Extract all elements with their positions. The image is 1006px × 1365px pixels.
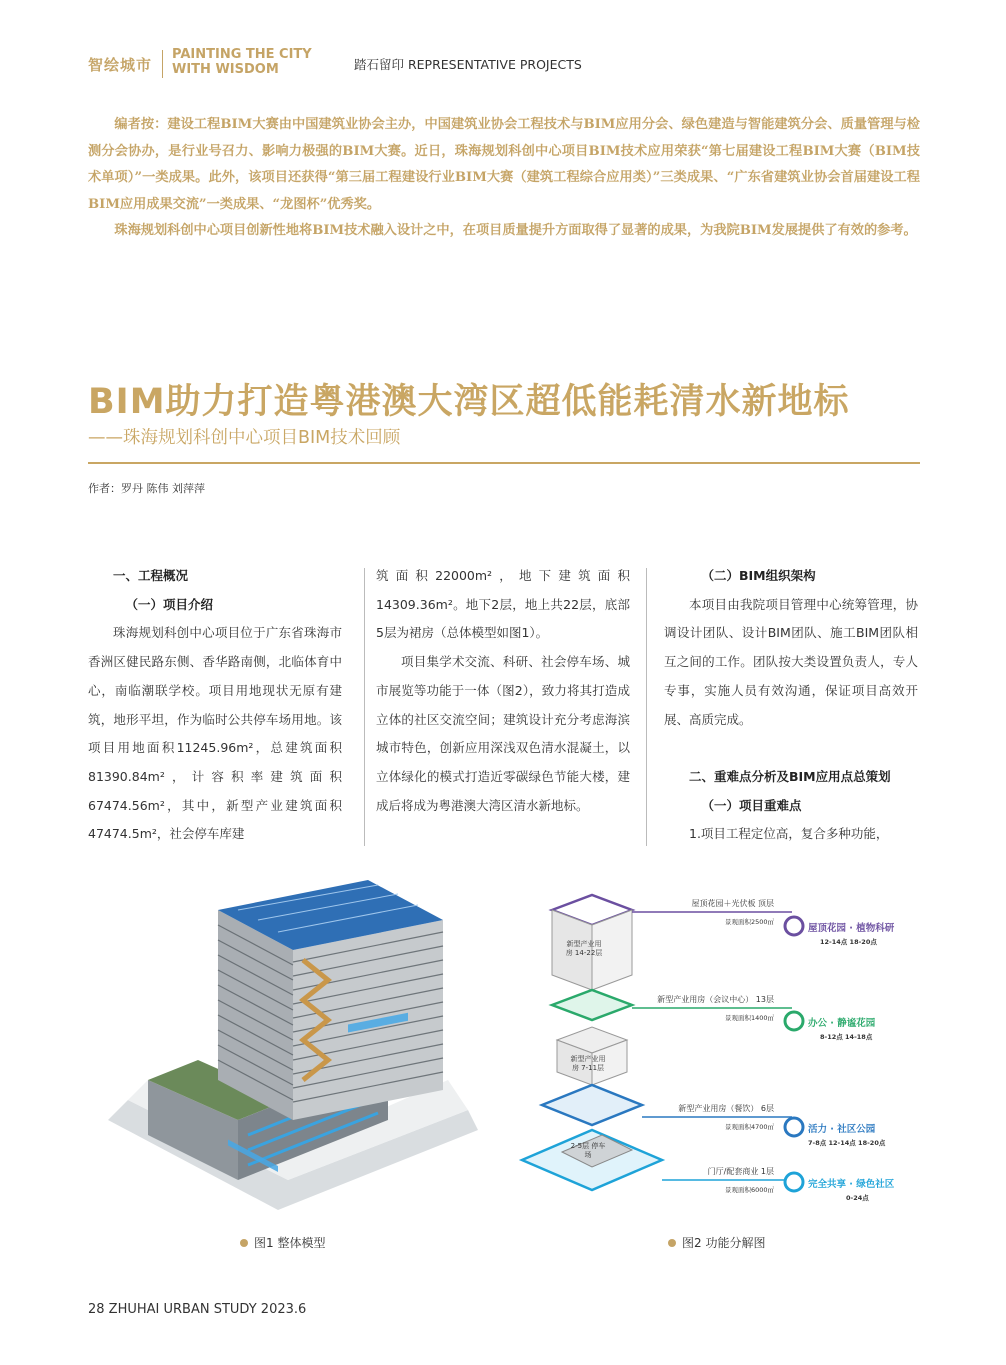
spacer <box>664 734 918 763</box>
block-label: 新型产业用房 14-22层 <box>565 940 603 957</box>
figure-2-function-diagram <box>512 890 920 1226</box>
brand-cn: 智绘城市 <box>88 56 153 74</box>
brand-en-line1: PAINTING THE CITY <box>172 47 312 62</box>
editor-note <box>88 112 920 245</box>
brand-en <box>172 47 312 77</box>
caption-text: 图2 功能分解图 <box>682 1236 766 1250</box>
article-subtitle: ——珠海规划科创中心项目BIM技术回顾 <box>88 428 401 448</box>
body-paragraph: 珠海规划科创中心项目位于广东省珠海市香洲区健民路东侧、香华路南侧，北临体育中心，南临潮联学校。项目用地现状无原有建筑，地形平坦，作为临时公共停车场用地。该项目用地面积11245.96m²，总建筑面积81390.84m²，计容积率建筑面积67474.56m²，其中，新型产业建筑面积47474.5m²，社会停车库建 <box>88 625 342 842</box>
layer-time-label: 0-24点 <box>846 1194 869 1202</box>
subsection-heading: （一）项目介绍 <box>125 596 214 612</box>
layer-area-label: 景观面积4700㎡ <box>724 1123 774 1131</box>
body-paragraph: 1.项目工程定位高，复合多种功能， <box>689 826 889 842</box>
block-label: 新型产业用房 7-11层 <box>570 1055 606 1072</box>
layer-area-label: 景观面积6000㎡ <box>724 1186 774 1194</box>
layer-time-label: 8-12点 14-18点 <box>820 1033 873 1041</box>
layer-area-label: 景观面积2500㎡ <box>724 918 774 926</box>
layer-area-label: 景观面积1400㎡ <box>724 1014 774 1022</box>
section-label: 踏石留印 REPRESENTATIVE PROJECTS <box>354 57 582 72</box>
title-divider <box>88 462 920 464</box>
layer-function-label: 办公 · 静谧花园 <box>808 1018 876 1029</box>
authors: 作者：罗丹 陈伟 刘萍萍 <box>88 482 205 495</box>
caption-bullet <box>240 1239 248 1247</box>
layer-time-label: 7-8点 12-14点 18-20点 <box>808 1139 886 1147</box>
layer-floor-label: 新型产业用房（会议中心） 13层 <box>657 995 774 1004</box>
subsection-heading: （一）项目重难点 <box>701 797 802 813</box>
body-paragraph: 本项目由我院项目管理中心统筹管理，协调设计团队、设计BIM团队、施工BIM团队相互之间的工作。团队按大类设置负责人，专人专事，实施人员有效沟通，保证项目高效开展、高质完成。 <box>664 596 918 727</box>
layer-function-label: 屋顶花园 · 植物科研 <box>808 923 895 934</box>
subsection-heading: （二）BIM组织架构 <box>701 568 816 583</box>
body-paragraph: 项目集学术交流、科研、社会停车场、城市展览等功能于一体（图2），致力将其打造成立体的社区交流空间；建筑设计充分考虑海滨城市特色，创新应用深浅双色清水混凝土，以立体绿化的模式打造近零碳绿色节能大楼，建成后将成为粤港澳大湾区清水新地标。 <box>376 654 630 813</box>
layer-floor-label: 新型产业用房（餐饮） 6层 <box>678 1104 774 1113</box>
editor-note-paragraph-1: 编者按：建设工程BIM大赛由中国建筑业协会主办，中国建筑业协会工程技术与BIM应用分会、绿色建造与智能建筑分会、质量管理与检测分会协办，是行业号召力、影响力极强的BIM大赛。近日，珠海规划科创中心项目BIM技术应用荣获“第七届建设工程BIM大赛（BIM技术单项）”一类成果。此外，该项目还获得“第三届工程建设行业BIM大赛（建筑工程综合应用类）”三类成果、“广东省建筑业协会首届建设工程BIM应用成果交流”一类成果、“龙图杯”优秀奖。 <box>88 117 920 212</box>
section-heading: 二、重难点分析及BIM应用点总策划 <box>689 768 891 784</box>
page-footer: 28 ZHUHAI URBAN STUDY 2023.6 <box>88 1302 307 1317</box>
figure-2-caption <box>668 1234 765 1251</box>
header-divider <box>162 50 163 78</box>
column-divider <box>364 568 365 846</box>
column-3 <box>664 562 918 849</box>
body-paragraph: 筑面积22000m²，地下建筑面积14309.36m²。地下2层，地上共22层，底部5层为裙房（总体模型如图1）。 <box>376 568 630 641</box>
layer-function-label: 活力 · 社区公园 <box>808 1124 876 1135</box>
column-2 <box>376 562 630 820</box>
layer-time-label: 12-14点 18-20点 <box>820 938 877 946</box>
caption-text: 图1 整体模型 <box>254 1236 326 1250</box>
figure-1-caption <box>240 1234 325 1251</box>
article-title: BIM助力打造粤港澳大湾区超低能耗清水新地标 <box>88 382 850 422</box>
layer-function-label: 完全共享 · 绿色社区 <box>808 1179 895 1190</box>
column-1 <box>88 562 342 849</box>
caption-bullet <box>668 1239 676 1247</box>
layer-floor-label: 门厅/配套商业 1层 <box>707 1167 774 1176</box>
layer-floor-label: 屋顶花园＋光伏板 顶层 <box>691 899 774 908</box>
column-divider <box>646 568 647 846</box>
editor-note-paragraph-2: 珠海规划科创中心项目创新性地将BIM技术融入设计之中，在项目质量提升方面取得了显著的成果，为我院BIM发展提供了有效的参考。 <box>114 223 917 238</box>
block-label: 2-5层 停车场 <box>570 1142 606 1159</box>
section-heading: 一、工程概况 <box>113 568 189 583</box>
brand-en-line2: WITH WISDOM <box>172 62 279 77</box>
figure-1-building-model <box>88 880 484 1226</box>
